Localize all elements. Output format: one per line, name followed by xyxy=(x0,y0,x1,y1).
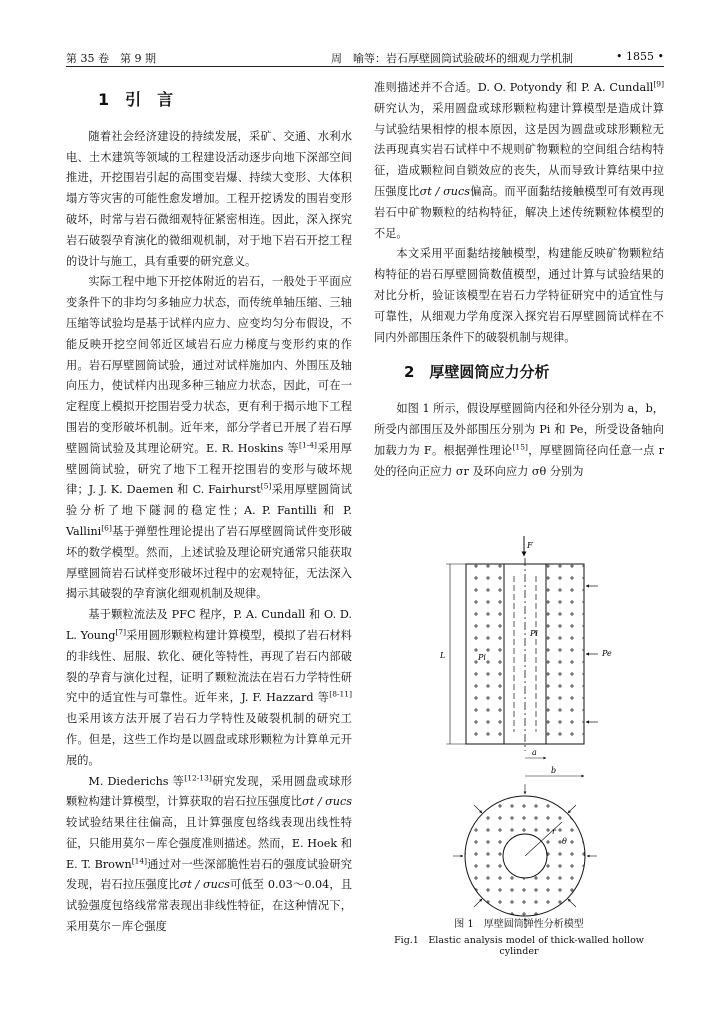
left-column xyxy=(66,78,352,938)
label-Pi-left: Pi xyxy=(478,653,486,662)
intro-paragraph-6: 本文采用平面黏结接触模型，构建能反映矿物颗粒结构特征的岩石厚壁圆筒数值模型，通过计算与试验结果的对比分析，验证该模型在岩石力学特征研究中的适宜性与可靠性，从细观力学角度深入探究岩石厚壁圆筒试样在不同内外部围压条件下的破裂机制与规律。 xyxy=(374,247,664,344)
citation: [8-11] xyxy=(329,689,352,699)
label-a: a xyxy=(532,748,537,757)
article-running-title: 周 喻等：岩石厚壁圆筒试验破坏的细观力学机制 xyxy=(331,52,573,65)
figure-caption-en: Fig.1 Elastic analysis model of thick-walled hollow cylinder xyxy=(394,935,644,957)
citation: [9] xyxy=(653,79,664,89)
label-Pi: Pi xyxy=(530,629,538,638)
section-1-title: 1 引 言 xyxy=(98,90,174,109)
label-b: b xyxy=(551,766,557,775)
citation: [5] xyxy=(260,481,272,491)
figure-caption-zh: 图 1 厚壁圆筒弹性分析模型 xyxy=(454,919,584,930)
strength-ratio: σt / σucs xyxy=(179,878,230,892)
label-r: r xyxy=(552,827,556,836)
strength-ratio: σt / σucs xyxy=(419,184,470,198)
page-number: • 1855 • xyxy=(616,50,664,63)
journal-volume: 第 35 卷 第 9 期 xyxy=(66,52,156,65)
label-Pe: Pe xyxy=(602,649,612,658)
label-L: L xyxy=(440,651,446,660)
citation: [14] xyxy=(131,855,148,865)
intro-paragraph-4: M. Diederichs 等[12-13]研究发现，采用圆盘或球形颗粒构建计算模型，计算获取的岩石拉压强度比σt / σucs较试验结果往往偏高，且计算强度包络线表现出线性特征，只能用莫尔－库仑强度准则描述。然而，E. Hoek 和 E. T. Brown[14]通过对一些深部脆性岩石的强度试验研究发现，岩石拉压强度比σt / σucs可低至 0.03～0.04，且试验强度包络线常常表现出非线性特征，在这种情况下，采用莫尔－库仑强度 xyxy=(66,772,352,934)
running-header xyxy=(66,48,664,67)
intro-paragraph-2: 实际工程中地下开挖体附近的岩石，一般处于平面应变条件下的非均匀多轴应力状态，而传统单轴压缩、三轴压缩等试验均是基于试样内应力、应变均匀分布假设，不能反映开挖空间邻近区域岩石应力梯度与变形约束的作用。岩石厚壁圆筒试验，通过对试样施加内、外围压及轴向压力，使试样内出现多种三轴应力状态，因此，可在一定程度上模拟开挖围岩受力状态，更有利于揭示地下工程围岩的变形破坏机制。近年来，部分学者已开展了岩石厚壁圆筒试验及其理论研究。E. R. Hoskins 等[1-4]采用厚壁圆筒试验，研究了地下工程开挖围岩的变形与破坏规律；J. J. K. Daemen 和 C. Fairhurst[5]采用厚壁圆筒试验分析了地下隧洞的稳定性；A. P. Fantilli 和 P. Vallini[6]基于弹塑性理论提出了岩石厚壁圆筒试件变形破坏的数学模型。然而，上述试验及理论研究通常只能获取厚壁圆筒岩石试样变形破坏过程中的宏观特征，无法深入揭示其破裂的孕育演化细观机制及规律。 xyxy=(66,275,352,601)
intro-paragraph-3: 基于颗粒流法及 PFC 程序，P. A. Cundall 和 O. D. L. Young[7]采用圆形颗粒构建计算模型，模拟了岩石材料的非线性、屈服、软化、硬化等特性，再现了岩石内部破裂的孕育与演化过程，证明了颗粒流法在岩石力学特性研究中的适宜性与可靠性。近年来，J. F. Hazzard 等[8-11]也采用该方法开展了岩石力学特性及破裂机制的研究工作。但是，这些工作均是以圆盘或球形颗粒为计算单元开展的。 xyxy=(66,608,352,767)
right-column xyxy=(374,78,664,482)
label-F: F xyxy=(527,541,533,550)
figure-thick-walled-cylinder xyxy=(374,536,664,948)
section-2-title: 2 厚壁圆筒应力分析 xyxy=(404,363,550,382)
label-theta: θ xyxy=(562,837,567,846)
citation: [7] xyxy=(115,627,126,637)
stress-analysis-paragraph: 如图 1 所示，假设厚壁圆筒内径和外径分别为 a，b，所受内部围压及外部围压分别为 Pi 和 Pe，所受设备轴向加载力为 F。根据弹性理论[15]，厚壁圆筒径向任意一点 r 处的径向正应力 σr 及环向应力 σθ 分别为 xyxy=(374,402,664,478)
intro-paragraph-1: 随着社会经济建设的持续发展，采矿、交通、水利水电、土木建筑等领域的工程建设活动逐步向地下深部空间推进，开挖围岩引起的高围变岩爆、持续大变形、大体积塌方等灾害的可能性愈发增加。工程开挖诱发的围岩变形破坏，时常与岩石微细观特征紧密相连。因此，深入探究岩石破裂孕育演化的微细观机制，对于地下岩石开挖工程的设计与施工，具有重要的研究意义。 xyxy=(66,129,352,268)
strength-ratio: σt / σucs xyxy=(302,795,352,809)
intro-paragraph-5: 准则描述并不合适。D. O. Potyondy 和 P. A. Cundall[9]研究认为，采用圆盘或球形颗粒构建计算模型是造成计算与试验结果相悖的根本原因，这是因为圆盘或球形颗粒无法再现真实岩石试样中不规则矿物颗粒的空间组合结构特征，造成颗粒间自锁效应的丧失，从而导致计算结果中拉压强度比σt / σucs偏高。而平面黏结接触模型可有效再现岩石中矿物颗粒的结构特征，解决上述传统颗粒体模型的不足。 xyxy=(374,79,664,240)
citation: [1-4] xyxy=(299,440,317,450)
outer-pressure-arrows xyxy=(586,586,598,722)
citation: [12-13] xyxy=(184,772,212,782)
citation: [15] xyxy=(512,442,528,452)
citation: [6] xyxy=(101,523,112,533)
